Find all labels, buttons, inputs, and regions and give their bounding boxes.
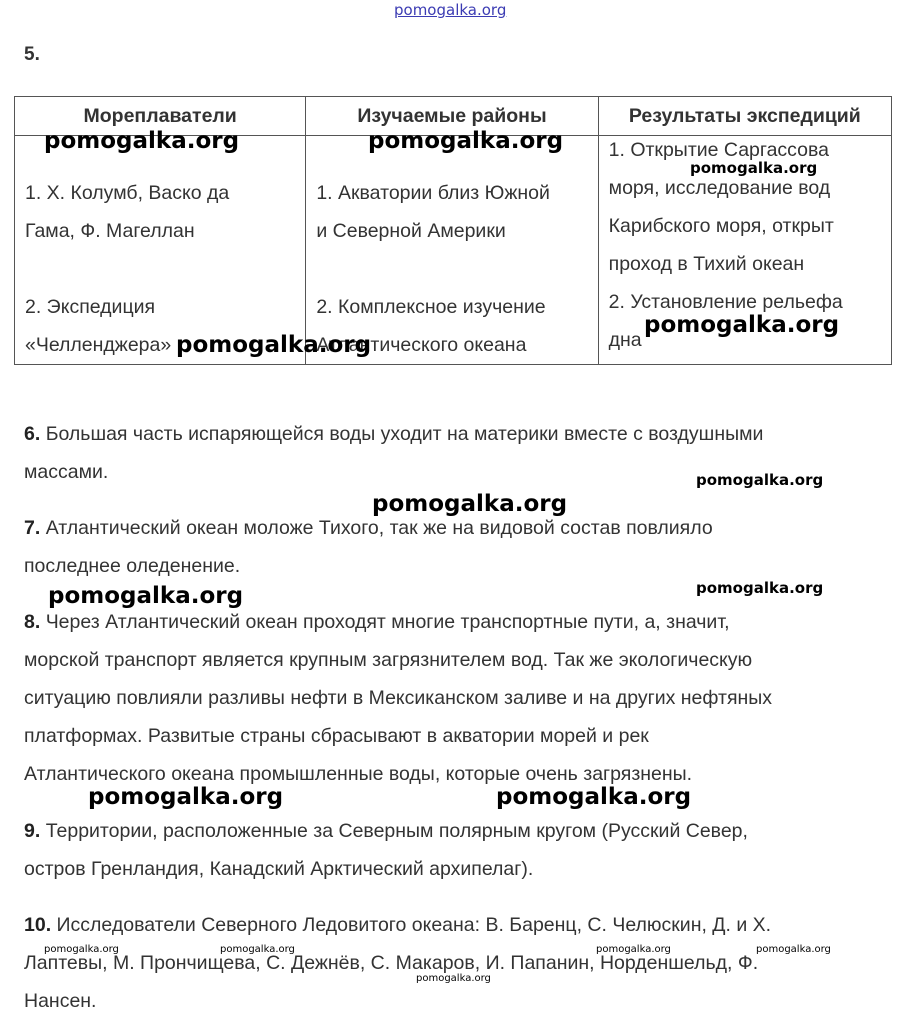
answer-9-text1: Территории, расположенные за Северным полярным кругом (Русский Север, [45,820,748,842]
watermark-4: pomogalka.org [644,312,840,338]
watermark-12: pomogalka.org [44,944,119,955]
regions-item1-line2: и Северной Америки [316,220,506,242]
watermark-7: pomogalka.org [372,491,568,517]
answer-6-text1: Большая часть испаряющейся воды уходит на материки вместе с воздушными [45,423,764,445]
answer-6-line2: массами. [24,461,109,483]
answer-8-line3: ситуацию повлияли разливы нефти в Мексиканском заливе и на других нефтяных [24,687,773,709]
watermark-13: pomogalka.org [220,944,295,955]
results-line6: дна [608,329,642,351]
answer-6-line1 [24,415,884,453]
answer-9 [24,812,884,888]
watermark-16: pomogalka.org [416,973,491,984]
answer-10-number: 10. [24,914,52,936]
answer-10-line3: Нансен. [24,990,97,1012]
question-5-number: 5. [24,44,40,65]
watermark-15: pomogalka.org [756,944,831,955]
answer-9-line1 [24,812,884,850]
watermark-2: pomogalka.org [368,128,564,154]
answer-10 [24,906,884,1020]
answer-7-text1: Атлантический океан моложе Тихого, так же на видовой состав повлияло [45,517,713,539]
answer-9-number: 9. [24,820,41,842]
results-line2: моря, исследование вод [608,177,831,199]
header-regions: Изучаемые районы [306,97,598,136]
answer-8-line4: платформах. Развитые страны сбрасывают в акватории морей и рек [24,725,649,747]
watermark-top: pomogalka.org [394,1,507,19]
navigators-item2-line2: «Челленджера» [25,334,172,356]
regions-item1-line1: 1. Акватории близ Южной [316,182,550,204]
answer-6-number: 6. [24,423,41,445]
header-navigators: Мореплаватели [15,97,306,136]
watermark-14: pomogalka.org [596,944,671,955]
answer-10-line2: Лаптевы, М. Прончищева, С. Дежнёв, С. Макаров, И. Папанин, Норденшельд, Ф. [24,952,759,974]
answer-8-line5: Атлантического океана промышленные воды, которые очень загрязнены. [24,763,693,785]
watermark-5: pomogalka.org [176,332,372,358]
header-results: Результаты экспедиций [598,97,891,136]
answer-8-number: 8. [24,611,41,633]
regions-item2-line2: Атлантического океана [316,334,527,356]
navigators-item2-line1: 2. Экспедиция [25,296,156,318]
answer-8 [24,603,884,793]
regions-item2-line1: 2. Комплексное изучение [316,296,546,318]
watermark-11: pomogalka.org [496,784,692,810]
cell-navigators [15,136,306,365]
watermark-6: pomogalka.org [696,471,824,489]
watermark-10: pomogalka.org [88,784,284,810]
answer-8-line2: морской транспорт является крупным загрязнителем вод. Так же экологическую [24,649,753,671]
watermark-8: pomogalka.org [48,583,244,609]
results-line4: проход в Тихий океан [608,253,805,275]
answer-8-text1: Через Атлантический океан проходят многие транспортные пути, а, значит, [45,611,730,633]
watermark-9: pomogalka.org [696,579,824,597]
results-line5: 2. Установление рельефа [608,291,843,313]
answer-10-line1 [24,906,884,944]
watermark-1: pomogalka.org [44,128,240,154]
results-line1: 1. Открытие Саргассова [608,139,829,161]
answer-7-line2: последнее оледенение. [24,555,241,577]
answer-7 [24,509,884,585]
answer-7-number: 7. [24,517,41,539]
cell-regions [306,136,598,365]
navigators-item1-line2: Гама, Ф. Магеллан [25,220,195,242]
answer-10-text1: Исследователи Северного Ледовитого океана: В. Баренц, С. Челюскин, Д. и Х. [56,914,772,936]
navigators-item1-line1: 1. Х. Колумб, Васко да [25,182,230,204]
watermark-3: pomogalka.org [690,159,818,177]
results-line3: Карибского моря, открыт [608,215,834,237]
answer-9-line2: остров Гренландия, Канадский Арктический архипелаг). [24,858,534,880]
